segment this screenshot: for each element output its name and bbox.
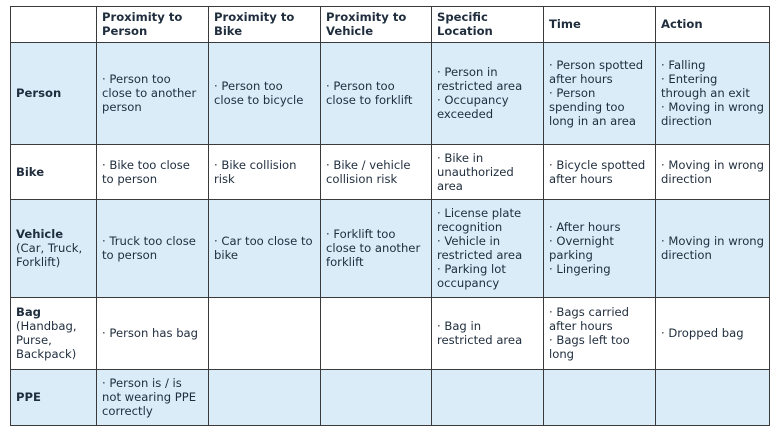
cell-item: · Person too close to forklift (326, 79, 413, 107)
table-cell (97, 298, 209, 370)
cell-item: · Parking lot occupancy (437, 262, 506, 290)
column-header: Action (656, 7, 770, 43)
table-cell (321, 200, 432, 298)
row-label: Person (16, 86, 62, 100)
row-header (11, 145, 97, 200)
cell-item: · Bag in restricted area (437, 319, 523, 347)
table-cell (432, 145, 544, 200)
row-header (11, 370, 97, 426)
table-cell (432, 43, 544, 145)
table-cell (97, 145, 209, 200)
table-row (11, 370, 770, 426)
cell-item: · Bike collision risk (214, 157, 297, 186)
row-header (11, 298, 97, 370)
table-cell (321, 370, 432, 426)
table-cell (209, 298, 321, 370)
cell-item: · Entering through an exit (661, 72, 750, 100)
cell-item: · Bike too close to person (102, 157, 190, 186)
table-cell (656, 200, 770, 298)
table-cell (209, 145, 321, 200)
row-label: Bag (16, 305, 41, 319)
cell-item: · Occupancy exceeded (437, 93, 509, 121)
cell-item: · License plate recognition (437, 206, 522, 234)
cell-item: · Person spending too long in an area (549, 86, 636, 128)
table-cell (656, 43, 770, 145)
row-sublabel: (Handbag, Purse, Backpack) (16, 319, 77, 361)
table-row (11, 200, 770, 298)
cell-item: · Truck too close to person (102, 234, 196, 262)
table-cell (321, 145, 432, 200)
table-cell (209, 370, 321, 426)
cell-item: · Moving in wrong direction (661, 157, 764, 186)
row-sublabel: (Car, Truck, Forklift) (16, 241, 83, 269)
row-label: Vehicle (16, 227, 64, 241)
table-cell (656, 370, 770, 426)
cell-item: · Vehicle in restricted area (437, 234, 523, 262)
table-cell (321, 298, 432, 370)
cell-item: · Person is / is not wearing PPE correctly (102, 376, 197, 418)
column-header: Proximity to Person (97, 7, 209, 43)
table-cell (97, 43, 209, 145)
column-header: Time (544, 7, 656, 43)
matrix-table (10, 6, 770, 426)
matrix-body (11, 43, 770, 426)
cell-item: · Falling (661, 58, 706, 72)
row-header (11, 200, 97, 298)
table-cell (544, 145, 656, 200)
row-label: PPE (16, 390, 41, 404)
cell-item: · Person in restricted area (437, 65, 523, 93)
cell-item: · Moving in wrong direction (661, 234, 764, 262)
table-cell (432, 200, 544, 298)
header-row (11, 7, 770, 43)
cell-item: · Bicycle spotted after hours (549, 157, 646, 186)
cell-item: · Car too close to bike (214, 234, 313, 262)
table-cell (209, 43, 321, 145)
table-cell (97, 370, 209, 426)
column-header: Specific Location (432, 7, 544, 43)
table-cell (656, 298, 770, 370)
row-header (11, 43, 97, 145)
cell-item: · Person has bag (102, 326, 199, 340)
row-label: Bike (16, 164, 45, 179)
table-cell (656, 145, 770, 200)
cell-item: · Person too close to another person (102, 72, 197, 114)
cell-item: · Overnight parking (549, 234, 614, 262)
table-cell (544, 43, 656, 145)
cell-item: · Bags left too long (549, 333, 630, 361)
cell-item: · Bike in unauthorized area (437, 150, 514, 193)
table-cell (544, 298, 656, 370)
corner-cell (11, 7, 97, 43)
table-cell (321, 43, 432, 145)
table-row (11, 145, 770, 200)
cell-item: · Forklift too close to another forklift (326, 227, 421, 269)
table-cell (544, 370, 656, 426)
table-cell (209, 200, 321, 298)
table-cell (544, 200, 656, 298)
table-cell (97, 200, 209, 298)
column-header: Proximity to Bike (209, 7, 321, 43)
cell-item: · Lingering (549, 262, 611, 276)
cell-item: · Moving in wrong direction (661, 100, 764, 128)
cell-item: · Bike / vehicle collision risk (326, 157, 411, 186)
cell-item: · Bags carried after hours (549, 305, 630, 333)
table-row (11, 298, 770, 370)
column-header: Proximity to Vehicle (321, 7, 432, 43)
cell-item: · Dropped bag (661, 326, 744, 340)
cell-item: · After hours (549, 220, 621, 234)
table-row (11, 43, 770, 145)
cell-item: · Person too close to bicycle (214, 79, 304, 107)
table-cell (432, 370, 544, 426)
table-cell (432, 298, 544, 370)
cell-item: · Person spotted after hours (549, 58, 644, 86)
